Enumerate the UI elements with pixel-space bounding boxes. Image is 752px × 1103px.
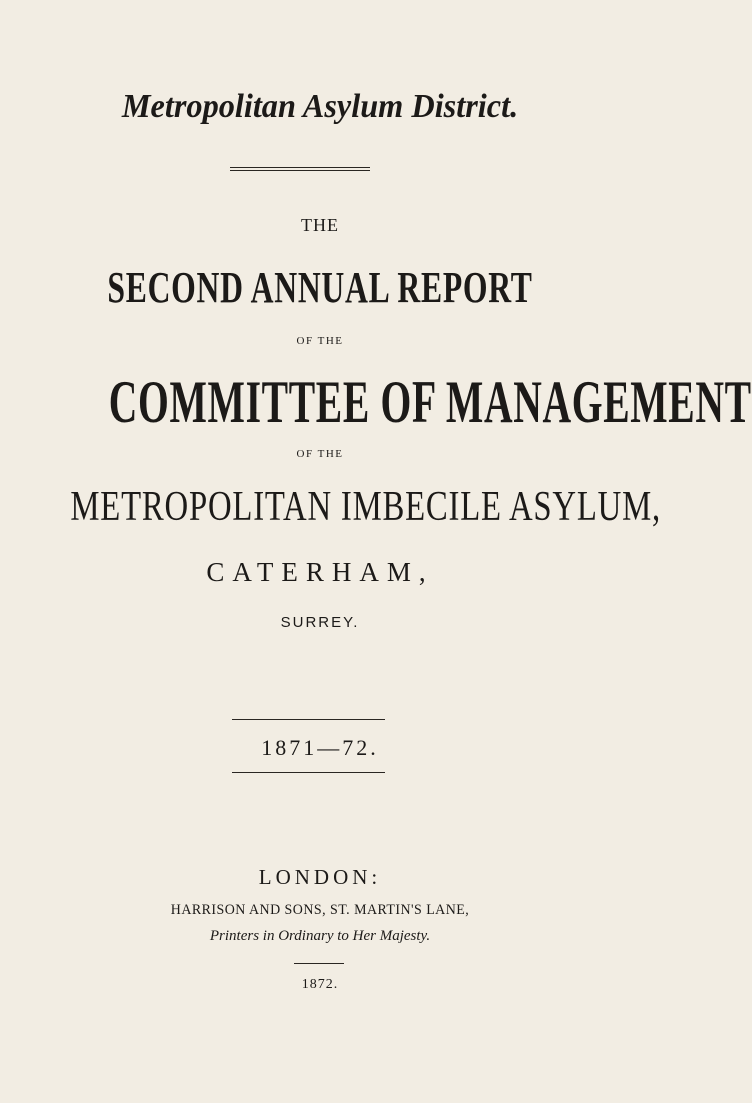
of-the-label-1: OF THE: [296, 335, 344, 347]
institution-name: METROPOLITAN IMBECILE ASYLUM,: [70, 484, 661, 530]
header-title: Metropolitan Asylum District.: [121, 88, 519, 125]
header-rule-bottom: [230, 170, 370, 171]
of-the-label-2: OF THE: [296, 448, 344, 460]
place-name: CATERHAM,: [206, 557, 434, 587]
the-label: THE: [301, 215, 339, 235]
committee-title: COMMITTEE OF MANAGEMENT: [108, 369, 752, 435]
report-title: SECOND ANNUAL REPORT: [107, 263, 533, 312]
imprint-city: LONDON:: [258, 865, 382, 889]
years-rule-top: [232, 719, 385, 720]
imprint-printers: Printers in Ordinary to Her Majesty.: [209, 928, 431, 944]
years-rule-bottom: [232, 772, 385, 773]
imprint-year: 1872.: [301, 977, 339, 992]
years-label: 1871—72.: [261, 735, 379, 760]
header-rule-top: [230, 167, 370, 168]
imprint-publisher: HARRISON AND SONS, ST. MARTIN'S LANE,: [170, 902, 470, 918]
imprint-rule: [294, 963, 344, 964]
county-name: SURREY.: [280, 614, 360, 631]
